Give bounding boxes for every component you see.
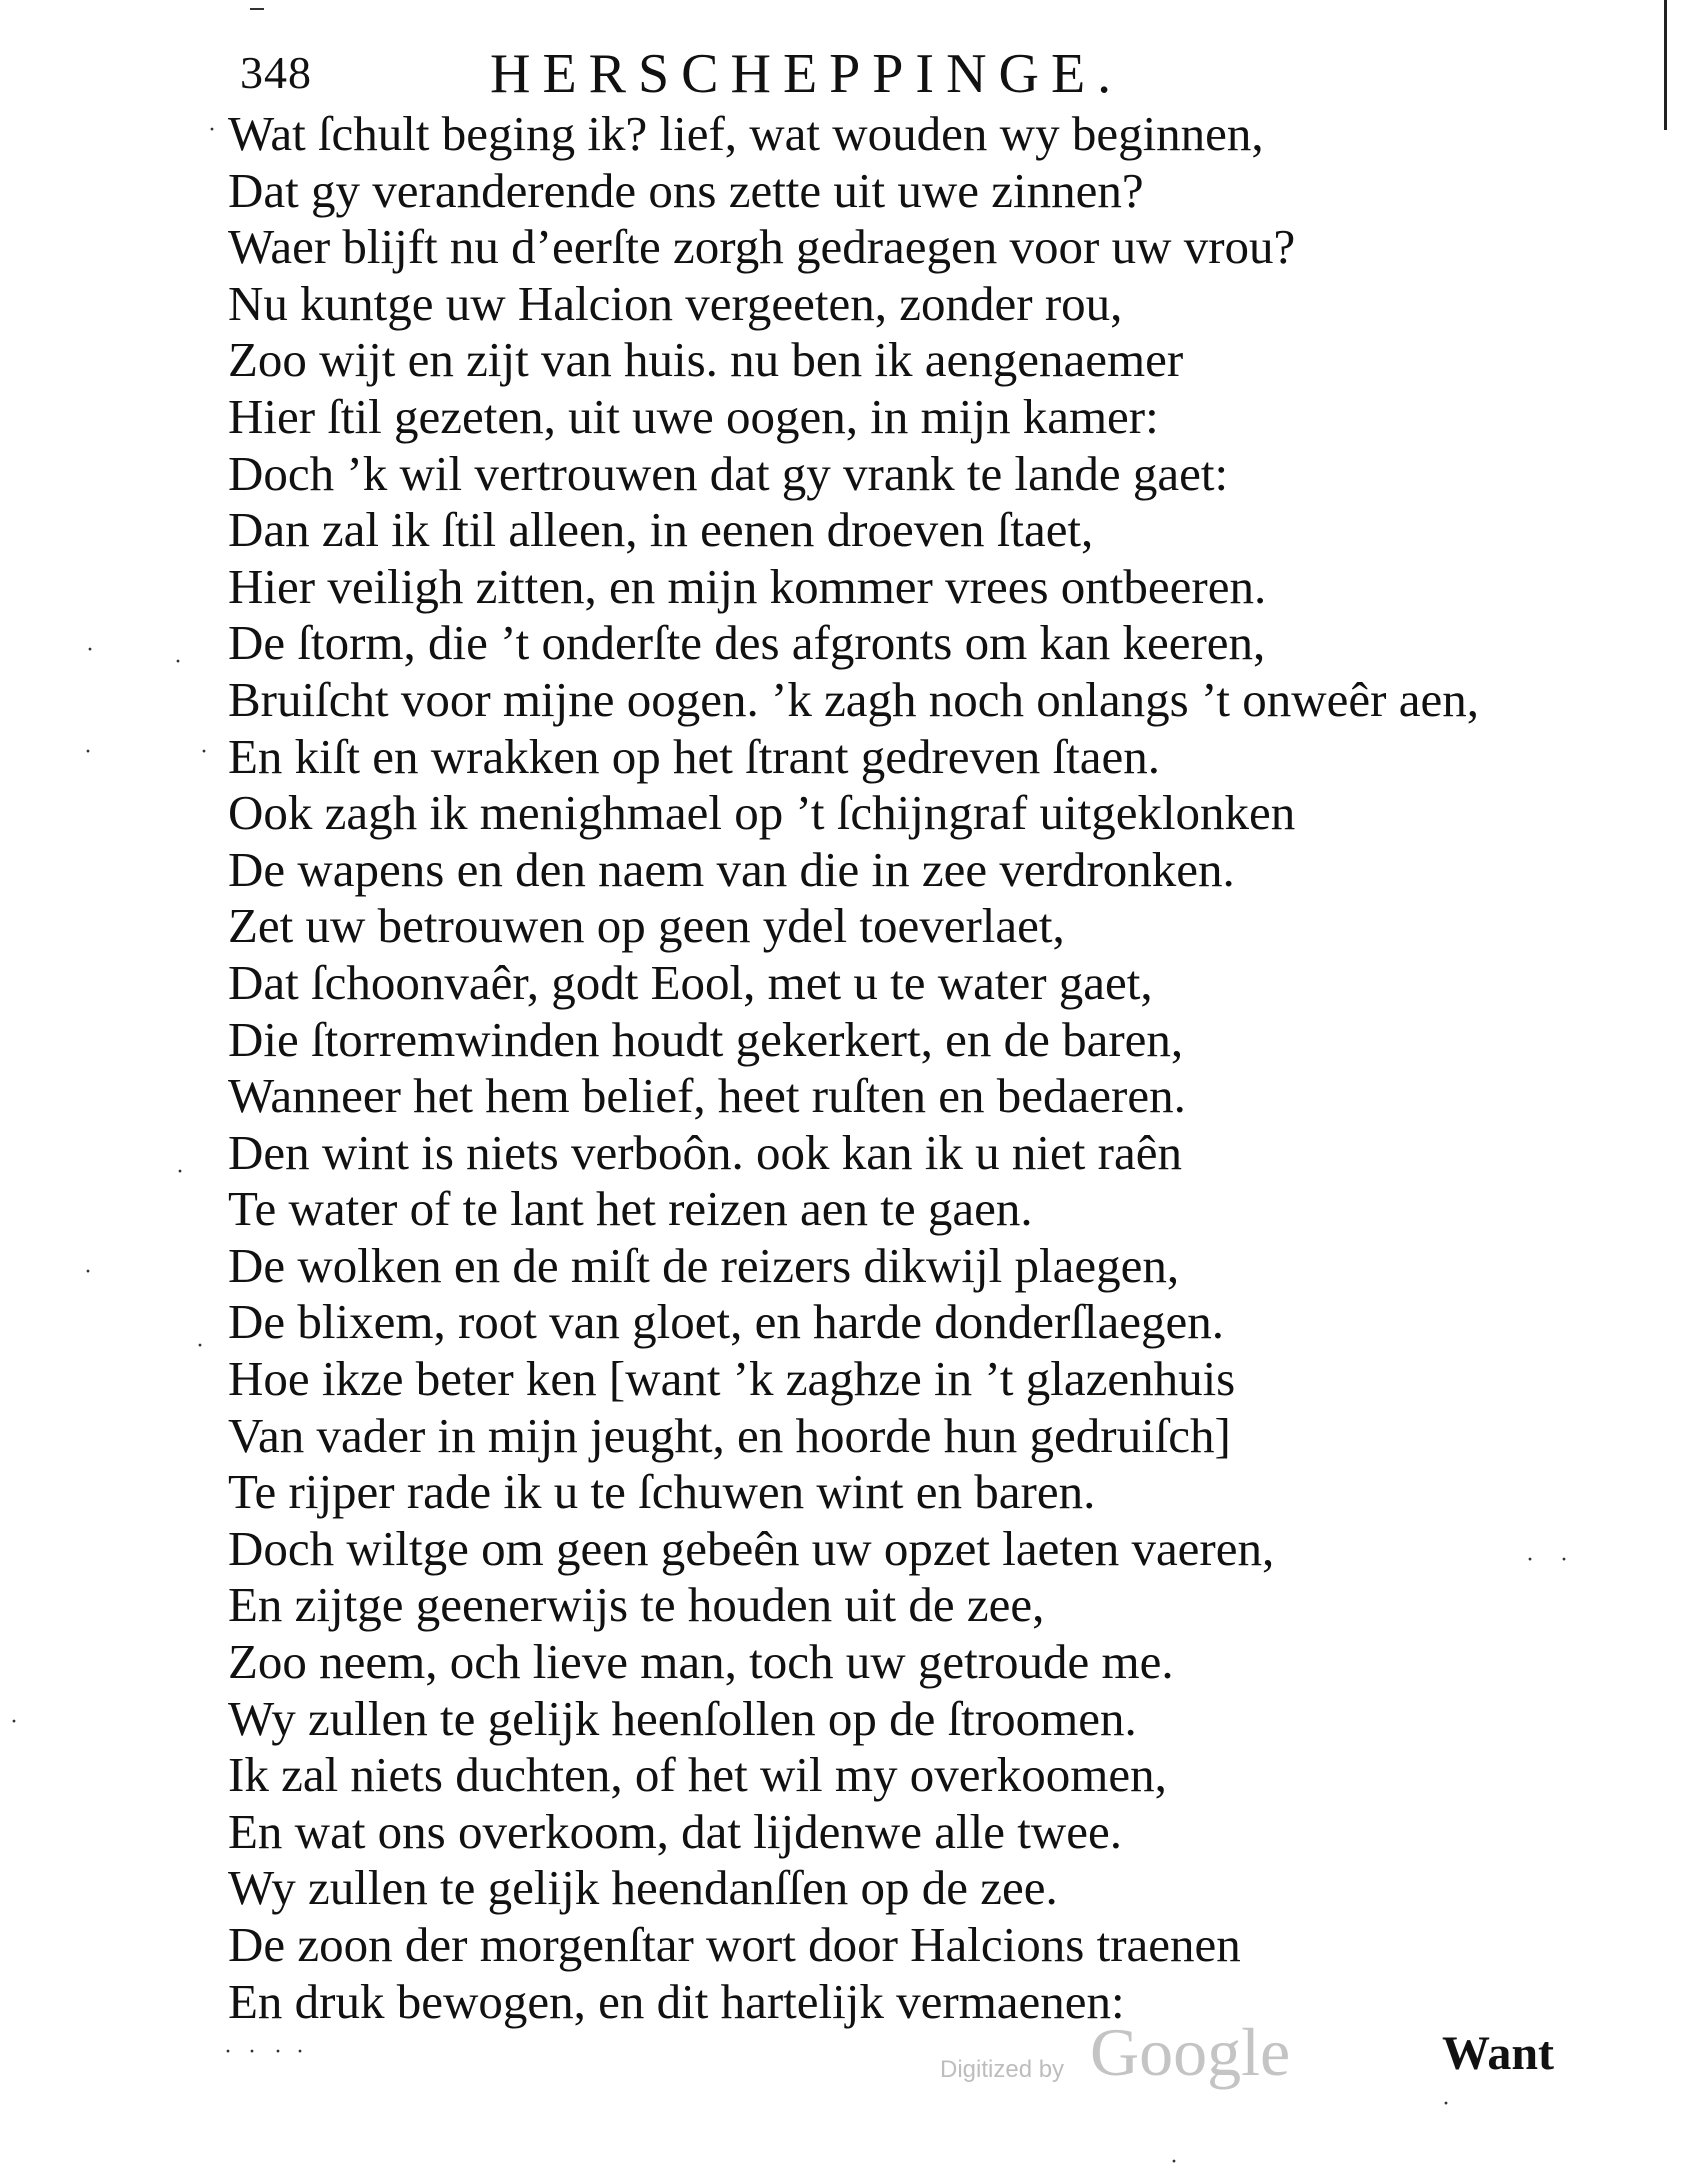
poem-line-10: De ſtorm, die ’t onderſte des afgronts om kan keeren, bbox=[228, 615, 1266, 671]
poem-line-25: Te rijper rade ik u te ſchuwen wint en baren. bbox=[228, 1464, 1096, 1520]
poem-line-31: En wat ons overkoom, dat lijdenwe alle twee. bbox=[228, 1803, 1122, 1859]
poem-line-23: Hoe ikze beter ken [want ’k zaghze in ’t glazenhuis bbox=[228, 1351, 1236, 1407]
poem-line-11: Bruiſcht voor mijne oogen. ’k zagh noch onlangs ’t onweêr aen, bbox=[228, 671, 1479, 727]
poem-line-2: Dat gy veranderende ons zette uit uwe zinnen? bbox=[228, 162, 1144, 218]
ink-speck: · bbox=[84, 739, 92, 765]
poem-line-29: Wy zullen te gelijk heenſollen op de ſtroomen. bbox=[228, 1690, 1137, 1746]
ink-speck: · bbox=[224, 2039, 232, 2065]
poem-line-5: Zoo wijt en zijt van huis. nu ben ik aengenaemer bbox=[228, 332, 1184, 388]
poem-line-8: Dan zal ik ſtil alleen, in eenen droeven ſtaet, bbox=[228, 502, 1094, 558]
poem-line-22: De blixem, root van gloet, en harde donderſlaegen. bbox=[228, 1294, 1224, 1350]
ink-speck: · bbox=[1560, 1547, 1568, 1573]
poem-line-34: En druk bewogen, en dit hartelijk vermaenen: bbox=[228, 1973, 1125, 2029]
ink-speck: · bbox=[10, 1709, 18, 1735]
poem-line-26: Doch wiltge om geen gebeên uw opzet laeten vaeren, bbox=[228, 1520, 1275, 1576]
poem-line-32: Wy zullen te gelijk heendanſſen op de zee. bbox=[228, 1860, 1058, 1916]
poem-line-17: Die ſtorremwinden houdt gekerkert, en de baren, bbox=[228, 1011, 1184, 1067]
ink-speck: · bbox=[296, 2039, 304, 2065]
poem-line-16: Dat ſchoonvaêr, godt Eool, met u te water gaet, bbox=[228, 954, 1153, 1010]
poem-line-14: De wapens en den naem van die in zee verdronken. bbox=[228, 841, 1235, 897]
poem-line-1: Wat ſchult beging ik? lief, wat wouden wy beginnen, bbox=[228, 106, 1264, 161]
poem-line-20: Te water of te lant het reizen aen te gaen. bbox=[228, 1181, 1033, 1237]
poem-line-19: Den wint is niets verboôn. ook kan ik u niet raên bbox=[228, 1124, 1182, 1180]
catchword: Want bbox=[1442, 2027, 1555, 2080]
poem-line-33: De zoon der morgenſtar wort door Halcions traenen bbox=[228, 1917, 1241, 1972]
ink-speck: · bbox=[208, 117, 216, 143]
poem-line-21: De wolken en de miſt de reizers dikwijl plaegen, bbox=[228, 1237, 1180, 1293]
poem-line-27: En zijtge geenerwijs te houden uit de zee, bbox=[228, 1577, 1045, 1633]
ink-speck: · bbox=[248, 2039, 256, 2065]
page-edge-rule bbox=[1664, 0, 1667, 130]
poem-line-6: Hier ſtil gezeten, uit uwe oogen, in mijn kamer: bbox=[228, 388, 1159, 444]
digitized-by-label: Digitized by bbox=[940, 2056, 1065, 2083]
ink-speck: · bbox=[1442, 2091, 1450, 2117]
poem-line-15: Zet uw betrouwen op geen ydel toeverlaet, bbox=[228, 898, 1065, 954]
running-title: HERSCHEPPINGE. bbox=[490, 43, 1124, 105]
ink-speck: · bbox=[1526, 1547, 1534, 1573]
google-logo: Google bbox=[1090, 2014, 1291, 2090]
ink-speck: · bbox=[84, 1259, 92, 1285]
ink-speck: · bbox=[176, 1159, 184, 1185]
poem-line-9: Hier veiligh zitten, en mijn kommer vrees ontbeeren. bbox=[228, 558, 1267, 614]
ink-speck: · bbox=[200, 739, 208, 765]
poem-line-12: En kiſt en wrakken op het ſtrant gedreven ſtaen. bbox=[228, 728, 1161, 784]
ink-speck: · bbox=[196, 1333, 204, 1359]
poem-line-28: Zoo neem, och lieve man, toch uw getroude me. bbox=[228, 1634, 1174, 1690]
poem-line-24: Van vader in mijn jeught, en hoorde hun gedruiſch] bbox=[228, 1407, 1231, 1463]
poem-line-4: Nu kuntge uw Halcion vergeeten, zonder rou, bbox=[228, 275, 1123, 331]
ink-speck: · bbox=[174, 649, 182, 675]
ink-speck: · bbox=[86, 637, 94, 663]
ink-speck: · bbox=[274, 2039, 282, 2065]
poem-text bbox=[228, 106, 1608, 2030]
poem-line-3: Waer blijft nu d’eerſte zorgh gedraegen voor uw vrou? bbox=[228, 219, 1296, 275]
ink-speck: · bbox=[1170, 2149, 1178, 2175]
poem-line-7: Doch ’k wil vertrouwen dat gy vrank te lande gaet: bbox=[228, 445, 1229, 501]
top-edge-mark bbox=[250, 0, 264, 10]
poem-line-13: Ook zagh ik menighmael op ’t ſchijngraf uitgeklonken bbox=[228, 785, 1296, 841]
poem-line-18: Wanneer het hem belief, heet ruſten en bedaeren. bbox=[228, 1068, 1186, 1124]
page-header bbox=[228, 40, 1358, 104]
poem-line-30: Ik zal niets duchten, of het wil my overkoomen, bbox=[228, 1747, 1167, 1803]
page-number: 348 bbox=[240, 47, 312, 98]
